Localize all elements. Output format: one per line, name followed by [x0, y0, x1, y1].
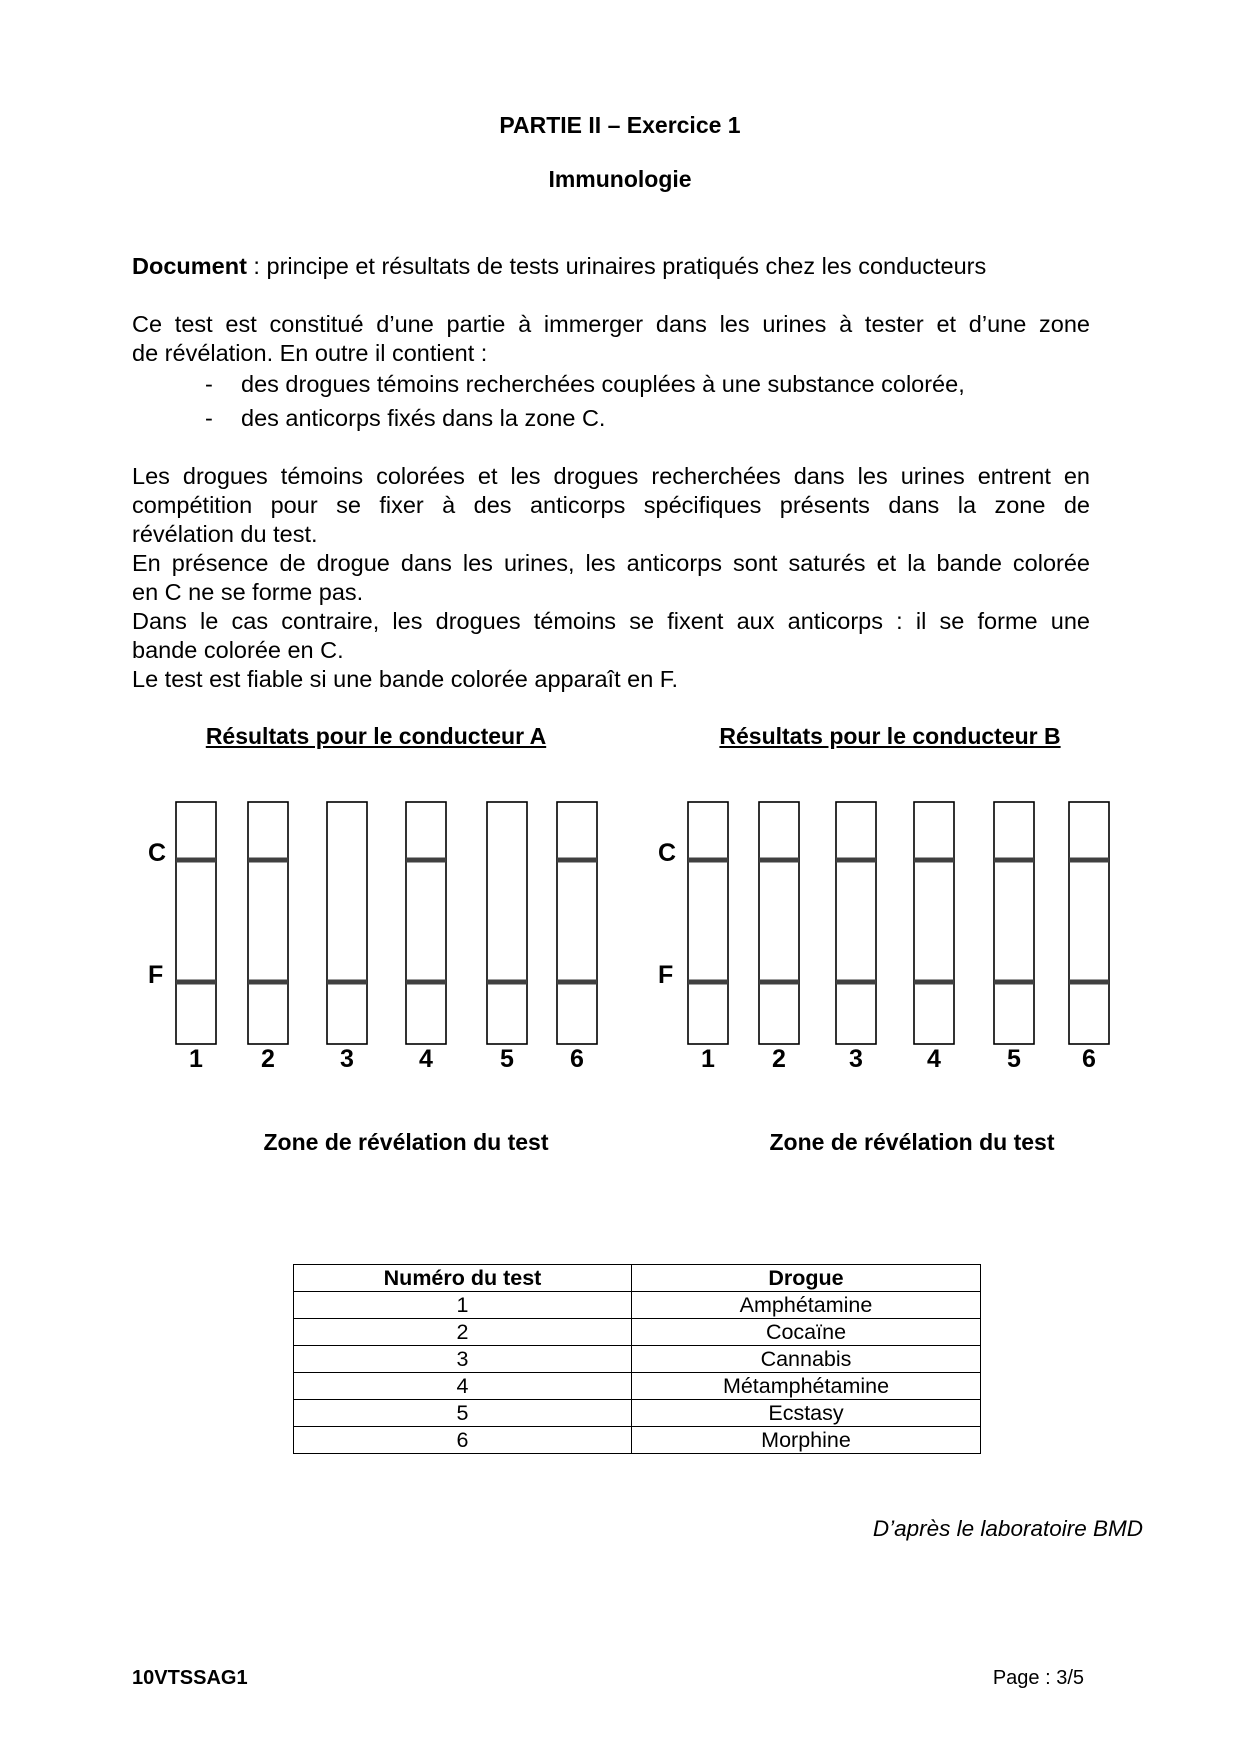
- bullet-text: des drogues témoins recherchées couplées à une substance colorée,: [241, 371, 965, 397]
- band-c: [994, 858, 1034, 863]
- band-f: [914, 980, 954, 985]
- strip-number: 1: [701, 1045, 715, 1073]
- band-f: [836, 980, 876, 985]
- table-row: [294, 1427, 981, 1454]
- strip-number: 4: [927, 1045, 941, 1073]
- paragraph-line: révélation du test.: [132, 521, 318, 547]
- strip-number: 5: [1007, 1045, 1021, 1073]
- drug-cell: Amphétamine: [632, 1292, 981, 1319]
- strip-outline: [557, 802, 597, 1044]
- band-c: [759, 858, 799, 863]
- paragraph-line: Les drogues témoins colorées et les drogues recherchées dans les urines entrent en: [132, 463, 1090, 489]
- source-credit: D’après le laboratoire BMD: [872, 1516, 1143, 1541]
- strip-number: 4: [419, 1045, 433, 1073]
- table-row: [294, 1292, 981, 1319]
- band-f: [327, 980, 367, 985]
- band-c: [914, 858, 954, 863]
- test-strip: [836, 802, 876, 1073]
- band-f: [406, 980, 446, 985]
- strip-outline: [327, 802, 367, 1044]
- drug-cell: Ecstasy: [632, 1400, 981, 1427]
- test-strip: [176, 802, 216, 1073]
- band-c: [248, 858, 288, 863]
- band-c: [1069, 858, 1109, 863]
- line-label-c: C: [658, 839, 677, 867]
- test-strip: [327, 802, 367, 1073]
- drug-table: [293, 1264, 981, 1454]
- zone-caption-b: Zone de révélation du test: [769, 1129, 1055, 1155]
- test-strip: [1069, 802, 1109, 1073]
- strip-outline: [248, 802, 288, 1044]
- document-label: Document: [132, 253, 247, 279]
- test-strip: [487, 802, 527, 1073]
- strip-outline: [759, 802, 799, 1044]
- document-intro: [132, 253, 986, 280]
- test-strip: [994, 802, 1034, 1073]
- test-number-cell: 5: [294, 1400, 632, 1427]
- exercise-subtitle: Immunologie: [548, 166, 692, 192]
- strip-outline: [688, 802, 728, 1044]
- paragraph-line: Dans le cas contraire, les drogues témoins se fixent aux anticorps : il se forme une: [132, 608, 1090, 634]
- test-number-cell: 6: [294, 1427, 632, 1454]
- strip-number: 6: [570, 1045, 584, 1073]
- paragraph-line: bande colorée en C.: [132, 637, 344, 663]
- table-row: [294, 1400, 981, 1427]
- line-label-f: F: [148, 961, 164, 989]
- paragraph-test-principle: [132, 462, 1090, 694]
- driver-a-strips: [176, 802, 597, 1073]
- strip-number: 6: [1082, 1045, 1096, 1073]
- band-f: [176, 980, 216, 985]
- band-f: [1069, 980, 1109, 985]
- driver-b-strips: [688, 802, 1109, 1073]
- paragraph-line: de révélation. En outre il contient :: [132, 340, 488, 366]
- band-f: [688, 980, 728, 985]
- strip-outline: [176, 802, 216, 1044]
- test-strip: [557, 802, 597, 1073]
- line-label-f: F: [658, 961, 674, 989]
- line-label-c: C: [148, 839, 167, 867]
- strip-number: 2: [261, 1045, 275, 1073]
- bullet-item: - des drogues témoins recherchées couplées à une substance colorée,: [205, 371, 965, 397]
- drug-cell: Métamphétamine: [632, 1373, 981, 1400]
- exercise-title: PARTIE II – Exercice 1: [499, 112, 741, 138]
- drug-cell: Morphine: [632, 1427, 981, 1454]
- paragraph-line: Le test est fiable si une bande colorée apparaît en F.: [132, 666, 679, 692]
- column-header: Numéro du test: [294, 1265, 632, 1292]
- strip-number: 3: [849, 1045, 863, 1073]
- strip-number: 3: [340, 1045, 354, 1073]
- table-row: [294, 1346, 981, 1373]
- footer-page: Page : 3/5: [992, 1667, 1084, 1689]
- band-f: [759, 980, 799, 985]
- document-description: : principe et résultats de tests urinaires pratiqués chez les conducteurs: [246, 253, 987, 279]
- strip-outline: [836, 802, 876, 1044]
- strip-number: 5: [500, 1045, 514, 1073]
- driver-a-title: Résultats pour le conducteur A: [205, 723, 547, 749]
- strip-outline: [406, 802, 446, 1044]
- paragraph-line: En présence de drogue dans les urines, les anticorps sont saturés et la bande colorée: [132, 550, 1090, 576]
- table-row: [294, 1373, 981, 1400]
- band-c: [176, 858, 216, 863]
- strip-outline: [914, 802, 954, 1044]
- strip-outline: [487, 802, 527, 1044]
- test-number-cell: 1: [294, 1292, 632, 1319]
- band-c: [406, 858, 446, 863]
- band-f: [248, 980, 288, 985]
- strip-outline: [1069, 802, 1109, 1044]
- band-c: [836, 858, 876, 863]
- bullet-item: - des anticorps fixés dans la zone C.: [205, 405, 606, 431]
- band-c: [557, 858, 597, 863]
- table-header-row: [294, 1265, 981, 1292]
- paragraph-line: Ce test est constitué d’une partie à immerger dans les urines à tester et d’une zone: [132, 311, 1090, 337]
- test-strips-figure: [0, 790, 1240, 1080]
- test-number-cell: 3: [294, 1346, 632, 1373]
- table-row: [294, 1319, 981, 1346]
- paragraph-line: en C ne se forme pas.: [132, 579, 364, 605]
- strip-number: 1: [189, 1045, 203, 1073]
- footer-code: 10VTSSAG1: [132, 1667, 248, 1689]
- column-header: Drogue: [632, 1265, 981, 1292]
- band-f: [994, 980, 1034, 985]
- test-number-cell: 2: [294, 1319, 632, 1346]
- drug-cell: Cannabis: [632, 1346, 981, 1373]
- test-strip: [914, 802, 954, 1073]
- band-f: [557, 980, 597, 985]
- test-strip: [759, 802, 799, 1073]
- paragraph-test-composition: [132, 310, 1090, 368]
- band-f: [487, 980, 527, 985]
- driver-b-title: Résultats pour le conducteur B: [719, 723, 1061, 749]
- drug-cell: Cocaïne: [632, 1319, 981, 1346]
- test-number-cell: 4: [294, 1373, 632, 1400]
- test-strip: [248, 802, 288, 1073]
- test-strip: [688, 802, 728, 1073]
- bullet-text: des anticorps fixés dans la zone C.: [241, 405, 606, 431]
- band-c: [688, 858, 728, 863]
- paragraph-line: compétition pour se fixer à des anticorps spécifiques présents dans la zone de: [132, 492, 1090, 518]
- test-strip: [406, 802, 446, 1073]
- zone-caption-a: Zone de révélation du test: [263, 1129, 549, 1155]
- strip-number: 2: [772, 1045, 786, 1073]
- strip-outline: [994, 802, 1034, 1044]
